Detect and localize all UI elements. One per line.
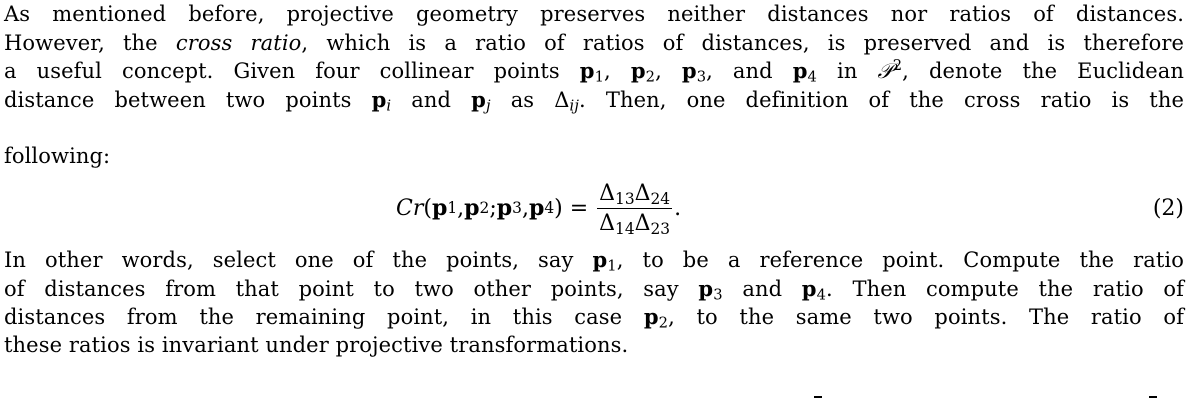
math-point-p4: p <box>801 275 817 301</box>
text-run: these ratios is invariant under projective transformations. <box>4 333 629 357</box>
math-point-pj: p <box>471 86 486 112</box>
text-line <box>4 86 1184 115</box>
math-subscript: 23 <box>650 219 671 238</box>
text-run: As mentioned before, projective geometry preserves neither distances nor ratios of distances. <box>4 2 1184 26</box>
text-line <box>4 275 1184 304</box>
fraction-numerator <box>597 181 672 209</box>
math-subscript: ij <box>569 97 579 115</box>
text-run: , which is a ratio of ratios of distances, is preserved and is therefore <box>301 30 1184 55</box>
math-subscript: 2 <box>645 68 656 86</box>
equation-body: Cr ( p 1 , p 2 ; p 3 , p 4 ) = $\frac{\Delta_{13}\Delta_{24}}{\Delta_{14}\Delta_{23}}$ . <box>396 180 682 238</box>
equation-cross-ratio <box>4 172 1184 244</box>
math-subscript: 2 <box>658 314 669 332</box>
math-point-p2: p <box>464 195 480 221</box>
document-page <box>4 0 1184 402</box>
math-point-p3: p <box>496 195 513 221</box>
text-line <box>4 303 1184 332</box>
math-subscript: 1 <box>594 68 605 86</box>
math-point-p1: p <box>579 58 595 83</box>
text-run: . Then, one definition of the cross ratio is the <box>578 87 1184 112</box>
paragraph-cross-ratio-intro-end <box>4 142 1184 171</box>
text-run: distance between two points <box>4 87 352 112</box>
math-delta: Δ <box>634 210 651 236</box>
text-run: , denote the Euclidean <box>902 59 1185 83</box>
text-run: distances from the remaining point, in this case <box>4 305 623 329</box>
text-line <box>4 0 1184 29</box>
math-paren: ( <box>423 195 432 221</box>
math-subscript: i <box>386 97 392 115</box>
math-point-p1: p <box>431 195 448 221</box>
math-point-p2: p <box>630 58 646 83</box>
text-run: , <box>604 59 611 83</box>
paragraph-cross-ratio-explanation-end <box>4 331 1184 360</box>
text-run: . Then compute the ratio of <box>826 276 1184 301</box>
text-line <box>4 246 1184 275</box>
math-separator: ; <box>489 195 497 221</box>
text-run: and <box>742 276 783 301</box>
math-point-p1: p <box>592 247 608 272</box>
text-run: and <box>411 87 452 112</box>
text-run: However, the <box>4 30 158 55</box>
math-fraction <box>597 181 672 236</box>
text-run: following: <box>4 144 111 168</box>
text-run: in <box>837 59 858 83</box>
math-point-p3: p <box>681 58 697 83</box>
math-subscript: 13 <box>615 189 635 208</box>
math-subscript: 3 <box>696 68 707 86</box>
math-separator: , <box>521 195 529 221</box>
text-line <box>4 331 1184 360</box>
emphasis-cross-ratio: cross ratio <box>175 30 302 55</box>
fraction-denominator <box>597 209 672 236</box>
text-run: , <box>655 59 662 83</box>
cropped-overbar-mark <box>814 396 822 398</box>
paragraph-cross-ratio-explanation <box>4 246 1184 332</box>
math-subscript: 24 <box>650 189 671 208</box>
math-cr: Cr <box>396 195 424 221</box>
equation-number: (2) <box>1152 195 1184 221</box>
text-line <box>4 57 1184 86</box>
math-subscript: j <box>485 97 491 115</box>
math-subscript: 14 <box>615 219 635 238</box>
text-run: , to be a reference point. Compute the ratio <box>616 248 1184 272</box>
math-point-pi: p <box>371 86 387 112</box>
math-point-p4: p <box>528 195 545 221</box>
text-run: as <box>510 87 535 112</box>
math-point-p3: p <box>698 275 714 301</box>
cropped-overbar-mark <box>1149 396 1157 398</box>
math-delta: Δ <box>634 180 651 206</box>
math-delta: Δ <box>599 180 616 206</box>
math-projective-plane: 𝒫 <box>877 59 893 83</box>
math-subscript: 4 <box>816 286 827 304</box>
text-run: a useful concept. Given four collinear points <box>4 59 560 83</box>
math-subscript: 4 <box>807 68 817 86</box>
math-delta: Δ <box>599 210 616 236</box>
paragraph-cross-ratio-intro <box>4 0 1184 114</box>
text-line <box>4 142 1184 171</box>
math-subscript: 3 <box>713 286 723 304</box>
text-run: , and <box>706 59 773 83</box>
math-point-p2: p <box>643 304 659 329</box>
math-equals: ) = <box>554 195 589 221</box>
text-run: of distances from that point to two other points, say <box>4 276 679 301</box>
math-delta: Δ <box>554 87 570 112</box>
text-run: , to the same two points. The ratio of <box>668 305 1184 329</box>
text-run: In other words, select one of the points, say <box>4 248 574 272</box>
math-separator: , <box>457 195 465 221</box>
math-period: . <box>674 195 682 221</box>
math-point-p4: p <box>792 58 808 83</box>
text-line <box>4 29 1184 58</box>
math-subscript: 1 <box>607 257 617 275</box>
math-superscript: 2 <box>892 56 903 74</box>
